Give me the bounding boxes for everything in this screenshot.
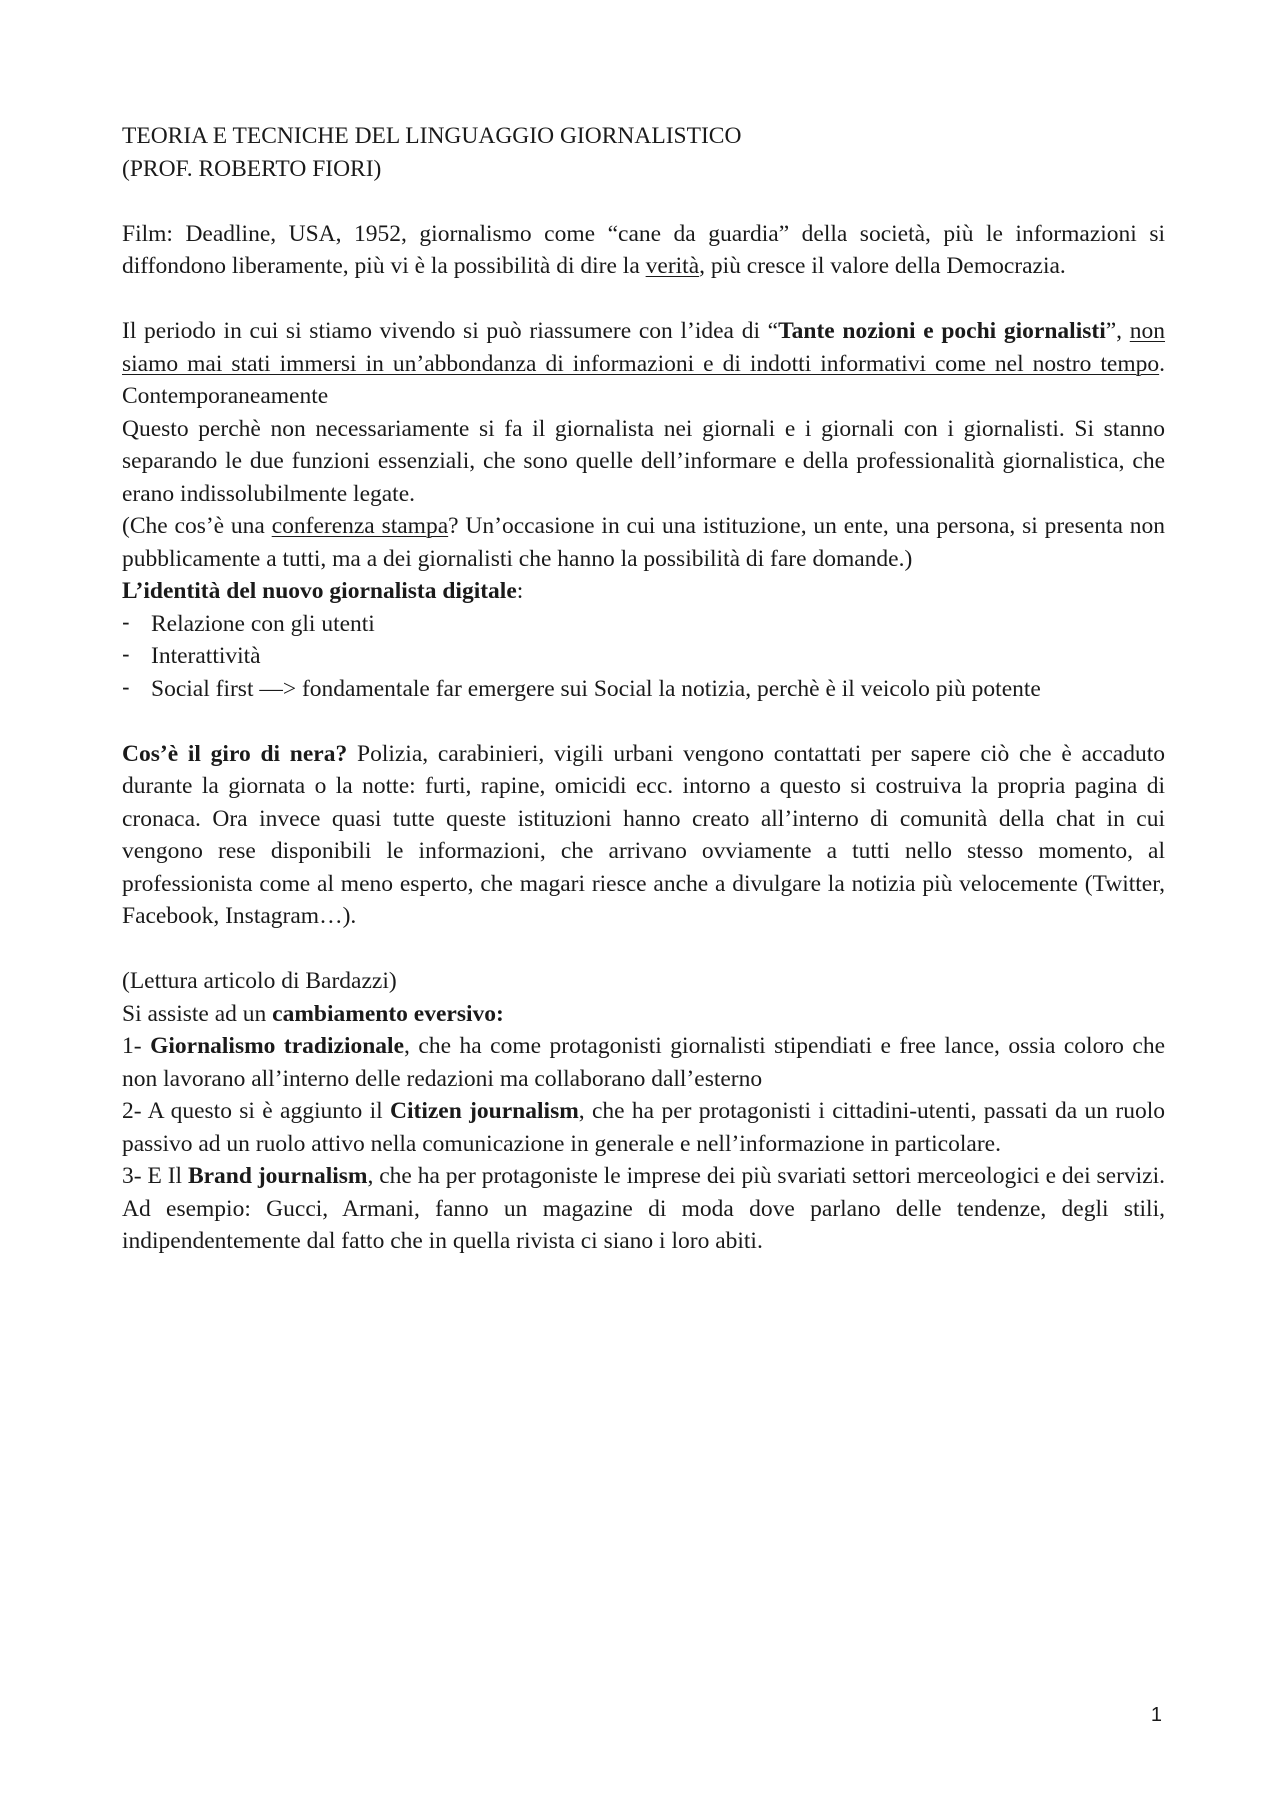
identity-heading — [122, 575, 1165, 608]
identity-heading-bold: L’identità del nuovo giornalista digitale — [122, 578, 517, 604]
identity-heading-colon: : — [516, 578, 524, 604]
numbered-prefix: 2- A questo si è aggiunto il — [122, 1098, 390, 1124]
spacer — [122, 185, 1165, 218]
numbered-item-1 — [122, 1030, 1165, 1095]
list-item — [122, 673, 1165, 706]
bold-tante-nozioni: Tante nozioni e pochi giornalisti — [778, 318, 1106, 344]
page-content — [122, 120, 1165, 1258]
list-item-text: Relazione con gli utenti — [151, 610, 375, 637]
period-text-end: . Contemporaneamente — [122, 350, 1165, 409]
bold-citizen-journalism: Citizen journalism — [390, 1098, 579, 1124]
list-item — [122, 608, 1165, 641]
dash-bullet: - — [122, 608, 130, 635]
spacer — [122, 705, 1165, 738]
numbered-prefix: 1- — [122, 1033, 151, 1059]
press-text: (Che cos’è una — [122, 513, 272, 539]
film-paragraph — [122, 218, 1165, 283]
document-title: TEORIA E TECNICHE DEL LINGUAGGIO GIORNALISTICO — [122, 123, 742, 149]
press-text-end: ? Un’occasione in cui una istituzione, un ente, una persona, si presenta non pubblicamente a tutti, ma a dei giornalisti che hanno la possibilità di fare domande.) — [122, 513, 1166, 572]
numbered-text: , che ha per protagoniste le imprese dei più svariati settori merceologici e dei servizi. Ad esempio: Gucci, Armani, fanno un magazine di moda dove parlano delle tendenze, degli stili, indipendentemente dal fatto che in quella rivista ci siano i loro abiti. — [122, 1163, 1166, 1254]
period-paragraph — [122, 315, 1165, 413]
reading-note: (Lettura articolo di Bardazzi) — [122, 968, 397, 994]
dash-bullet: - — [122, 641, 130, 667]
dash-bullet: - — [122, 673, 130, 700]
period-text: Il periodo in cui si stiamo vivendo si può riassumere con l’idea di “ — [122, 318, 779, 344]
page-number: 1 — [1150, 1704, 1162, 1726]
numbered-prefix: 3- E Il — [122, 1163, 188, 1189]
list-item-text: Social first —> fondamentale far emergere sui Social la notizia, perchè è il veicolo più potente — [151, 675, 1041, 702]
press-conference-paragraph — [122, 510, 1165, 575]
identity-list — [122, 608, 1165, 706]
underlined-conferenza-stampa: conferenza stampa — [271, 513, 449, 539]
film-text-end: , più cresce il valore della Democrazia. — [699, 253, 1066, 279]
change-intro — [122, 998, 1165, 1031]
list-item-text: Interattività — [151, 643, 261, 669]
separation-paragraph: Questo perchè non necessariamente si fa il giornalista nei giornali e i giornali con i giornalisti. Si stanno separando le due funzioni essenziali, che sono quelle dell’informare e della professionalità giornalistica, che erano indissolubilmente legate. — [122, 415, 1165, 507]
numbered-item-3 — [122, 1160, 1165, 1258]
giro-di-nera-paragraph — [122, 738, 1165, 933]
bold-giro-di-nera: Cos’è il giro di nera? — [122, 740, 348, 767]
underlined-verita: verità — [645, 253, 700, 279]
bold-brand-journalism: Brand journalism — [187, 1163, 368, 1189]
change-intro-text: Si assiste ad un — [122, 1000, 273, 1027]
spacer — [122, 933, 1165, 966]
spacer — [122, 283, 1165, 316]
film-text: Film: Deadline, USA, 1952, giornalismo come “cane da guardia” della società, più le informazioni si diffondono liberamente, più vi è la possibilità di dire la — [122, 220, 1165, 279]
bold-cambiamento-eversivo: cambiamento eversivo: — [272, 1000, 504, 1027]
numbered-text: , che ha per protagonisti i cittadini-utenti, passati da un ruolo passivo ad un ruolo attivo nella comunicazione in generale e nell’informazione in particolare. — [122, 1098, 1165, 1157]
numbered-text: , che ha come protagonisti giornalisti stipendiati e free lance, ossia coloro che non lavorano all’interno delle redazioni ma collaborano dall’esterno — [122, 1033, 1166, 1092]
underlined-abbondanza: non siamo mai stati immersi in un’abbondanza di informazioni e di indotti informativi come nel nostro tempo — [122, 318, 1166, 377]
list-item — [122, 640, 1165, 673]
bold-giornalismo-tradizionale: Giornalismo tradizionale — [150, 1033, 405, 1059]
giro-di-nera-text: Polizia, carabinieri, vigili urbani vengono contattati per sapere ciò che è accaduto durante la giornata o la notte: furti, rapine, omicidi ecc. intorno a questo si costruiva la propria pagina di cronaca. Ora invece quasi tutte queste istituzioni hanno creato all’interno di comunità della chat in cui vengono rese disponibili le informazioni, che arrivano ovviamente a tutti nello stesso momento, al professionista come al meno esperto, che magari riesce anche a divulgare la notizia più velocemente (Twitter, Facebook, Instagram…). — [122, 740, 1165, 929]
numbered-item-2 — [122, 1095, 1165, 1160]
period-quote-close: ”, — [1105, 318, 1130, 344]
document-subtitle: (PROF. ROBERTO FIORI) — [122, 155, 382, 182]
